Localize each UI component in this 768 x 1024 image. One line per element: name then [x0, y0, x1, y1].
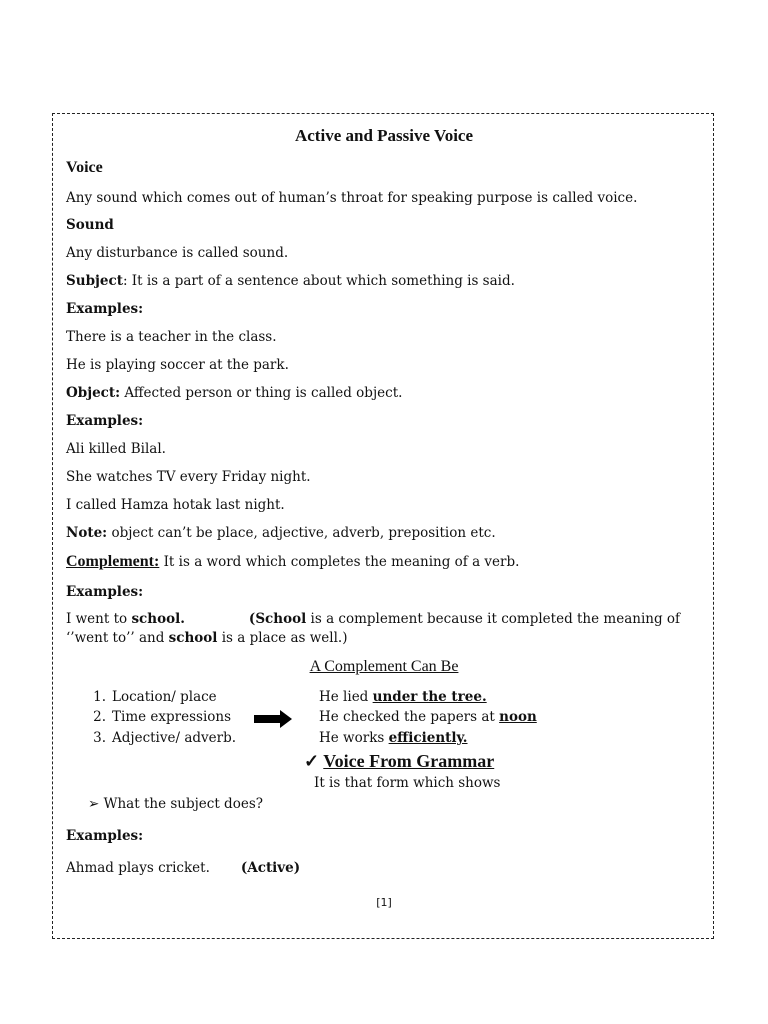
active-examples-label: Examples: — [66, 828, 144, 844]
voice-from-grammar-heading — [304, 751, 494, 772]
complement-example-1 — [319, 688, 487, 706]
school-word-2: school — [168, 630, 218, 646]
example-key: efficiently. — [388, 730, 468, 746]
complement-example-2 — [319, 708, 537, 726]
example-sentence-start: I went to — [66, 611, 132, 627]
example-prefix: He works — [319, 730, 389, 746]
object-line — [66, 384, 402, 402]
complement-list-item-2 — [82, 708, 231, 726]
sound-heading: Sound — [66, 217, 114, 233]
sound-definition: Any disturbance is called sound. — [66, 245, 289, 261]
object-examples-label: Examples: — [66, 413, 144, 429]
object-example-3: I called Hamza hotak last night. — [66, 497, 285, 513]
paren-open: ( — [248, 611, 256, 627]
active-example-sentence: Ahmad plays cricket. — [66, 860, 210, 876]
voice-definition: Any sound which comes out of human’s throat for speaking purpose is called voice. — [66, 190, 638, 206]
note-text: object can’t be place, adjective, adverb, preposition etc. — [107, 525, 496, 541]
object-definition: Affected person or thing is called object. — [120, 385, 403, 401]
checkmark-icon: ✓ — [304, 751, 320, 771]
complement-example-3 — [319, 729, 468, 747]
complement-list-item-1 — [82, 688, 217, 706]
note-line — [66, 524, 496, 542]
example-prefix: He checked the papers at — [319, 709, 500, 725]
object-label: Object: — [66, 385, 121, 401]
subject-definition: : It is a part of a sentence about which something is said. — [122, 273, 515, 289]
arrow-bullet-icon: ➢ — [88, 796, 100, 812]
subject-line — [66, 272, 515, 290]
complement-list-item-3 — [82, 729, 236, 747]
complement-examples-label: Examples: — [66, 584, 144, 600]
example-sentence-bold: school. — [131, 611, 185, 627]
page-title: Active and Passive Voice — [294, 126, 474, 145]
complement-definition: It is a word which completes the meaning of a verb. — [159, 554, 520, 570]
subject-example-2: He is playing soccer at the park. — [66, 357, 289, 373]
voice-from-grammar-subtitle: It is that form which shows — [314, 775, 501, 791]
list-label: Location/ place — [112, 689, 217, 705]
object-example-1: Ali killed Bilal. — [66, 441, 166, 457]
list-label: Time expressions — [112, 709, 232, 725]
subject-examples-label: Examples: — [66, 301, 144, 317]
complement-line — [66, 553, 519, 571]
subject-label: Subject — [66, 273, 123, 289]
page-number: [1] — [376, 896, 392, 909]
subject-example-1: There is a teacher in the class. — [66, 329, 277, 345]
right-arrow-icon — [254, 710, 294, 728]
example-prefix: He lied — [319, 689, 373, 705]
complement-example — [66, 610, 698, 648]
active-tag: (Active) — [240, 860, 301, 876]
list-num: 1. — [93, 689, 106, 705]
example-key: under the tree. — [372, 689, 487, 705]
complement-can-be-heading — [0, 658, 768, 676]
explanation-1: is a complement because it completed the meaning of ‘’went to’’ and — [66, 611, 681, 646]
school-word-1: School — [255, 611, 307, 627]
example-key: noon — [499, 709, 537, 725]
list-num: 3. — [93, 730, 106, 746]
bullet-text: What the subject does? — [103, 796, 263, 812]
list-num: 2. — [93, 709, 106, 725]
note-label: Note: — [66, 525, 108, 541]
bullet-line — [88, 795, 263, 813]
explanation-2: is a place as well.) — [217, 630, 348, 646]
complement-label: Complement: — [66, 553, 160, 570]
list-label: Adjective/ adverb. — [112, 730, 237, 746]
active-example-line — [66, 859, 300, 877]
voice-heading: Voice — [66, 159, 103, 176]
voice-from-grammar-text: Voice From Grammar — [323, 751, 495, 771]
object-example-2: She watches TV every Friday night. — [66, 469, 311, 485]
complement-can-be-text: A Complement Can Be — [309, 658, 459, 675]
